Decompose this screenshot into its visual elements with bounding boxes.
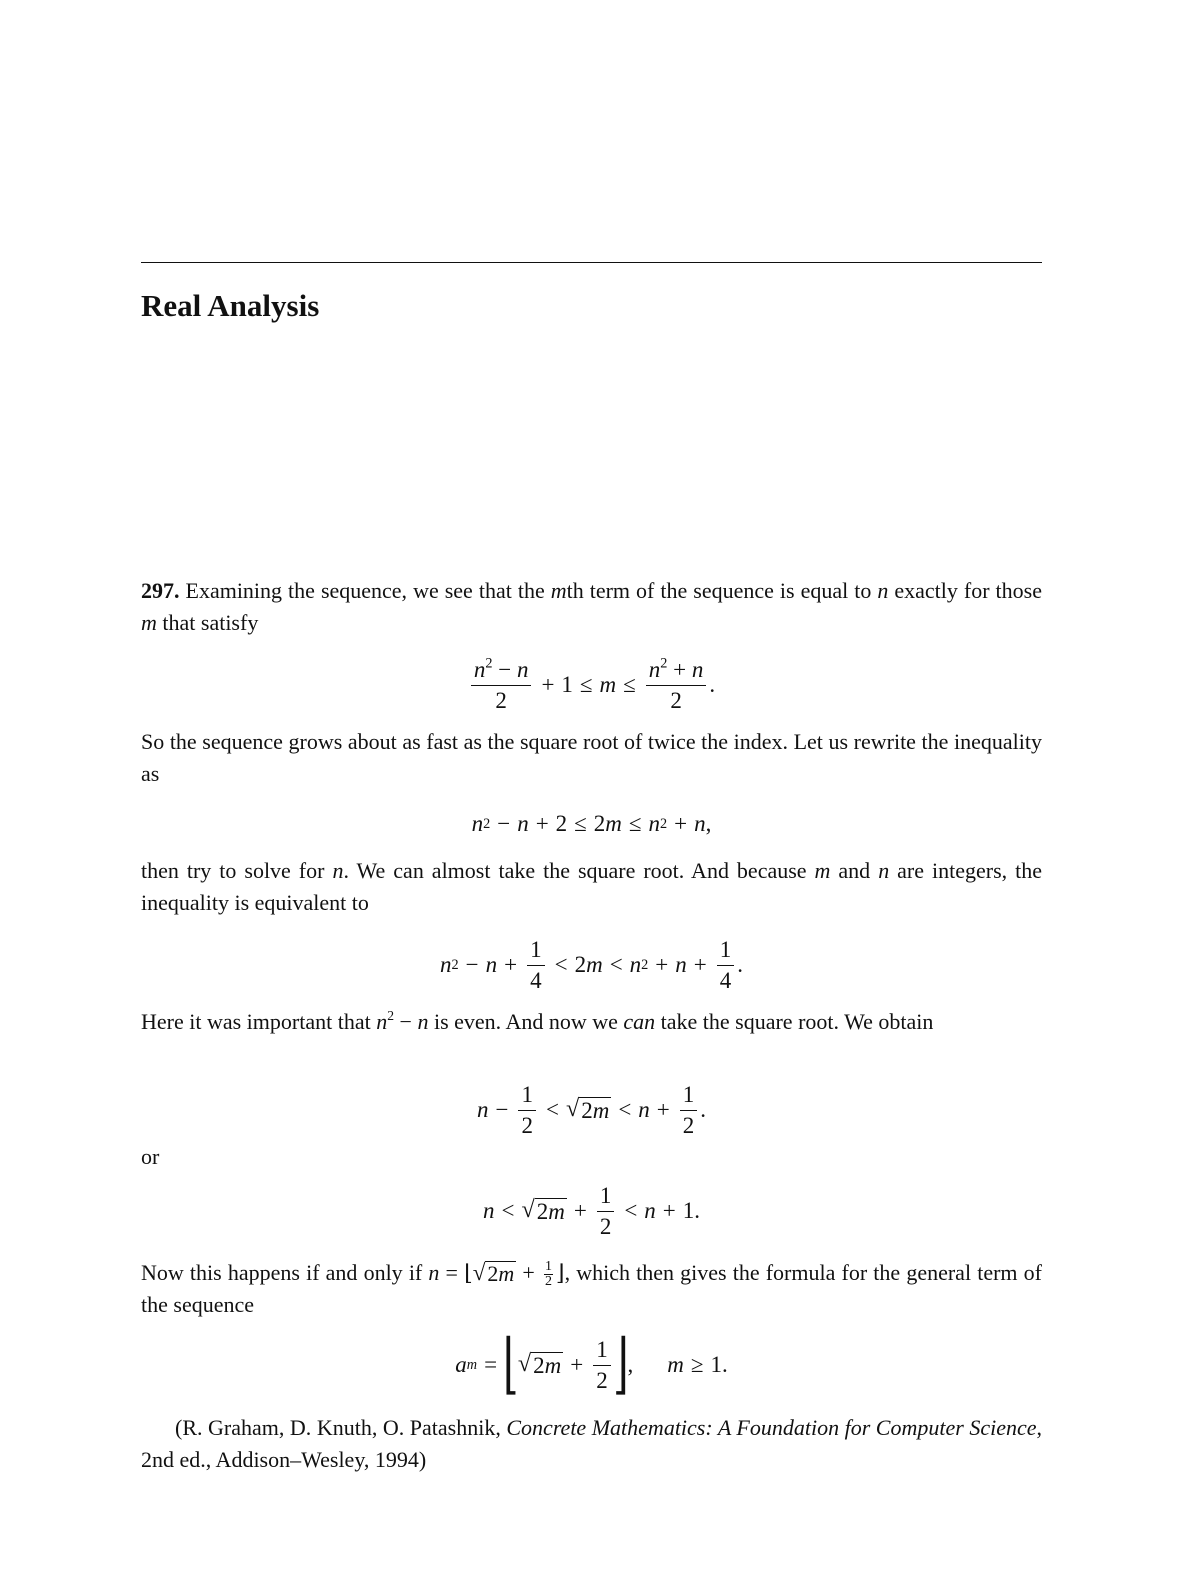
book-title: Concrete Mathematics: A Foundation for Computer Science [506,1415,1037,1440]
paragraph-3: then try to solve for n. We can almost take the square root. And because m and n are integers, the inequality is equivalent to [141,858,1043,915]
equation-4: n − $\frac{1}{2}$ < √ 2m < n + $\frac{1}{2}$ . [476,1081,707,1138]
paragraph-2: So the sequence grows about as fast as the square root of twice the index. Let us rewrite the inequality as [141,729,1042,786]
equation-2: n 2 − n + 2 ≤ 2 m ≤ n 2 + n , [471,811,712,836]
paragraph-4: Here it was important that $n^2 - n$ is even. And now we can take the square root. We obtain [141,1008,934,1034]
paragraph-5: or [141,1144,160,1169]
paragraph-6: Now this happens if and only if n = ⌊ √ 2m + $\frac{1}{2}$ ⌋, which then gives the formula for the general term of the sequence [141,1259,1042,1318]
equation-1: $\frac{n^2 - n}{2}$ + 1 ≤ m ≤ $\frac{n^2 + n}{2}$ . [141,650,1042,720]
equation-3: n 2 − n + $\frac{1}{4}$ < 2 m < n 2 + n + $\frac{1}{4}$ . [439,936,744,993]
equation-6: a m = ⌊ √ 2m + $\frac{1}{2}$ ⌋ , m ≥ 1. [455,1328,728,1401]
header-rule [141,262,1042,263]
citation: (R. Graham, D. Knuth, O. Patashnik, Concrete Mathematics: A Foundation for Computer Science, 2nd ed., Addison–Wesley, 1994) [141,1415,1042,1472]
paragraph-intro: 297. Examining the sequence, we see that the mth term of the sequence is equal to n exactly for those m that satisfy [141,578,1042,635]
problem-number: 297. [141,578,180,603]
equation-5: n < √ 2m + $\frac{1}{2}$ < n + 1. [482,1182,701,1239]
chapter-title: Real Analysis [141,288,320,323]
